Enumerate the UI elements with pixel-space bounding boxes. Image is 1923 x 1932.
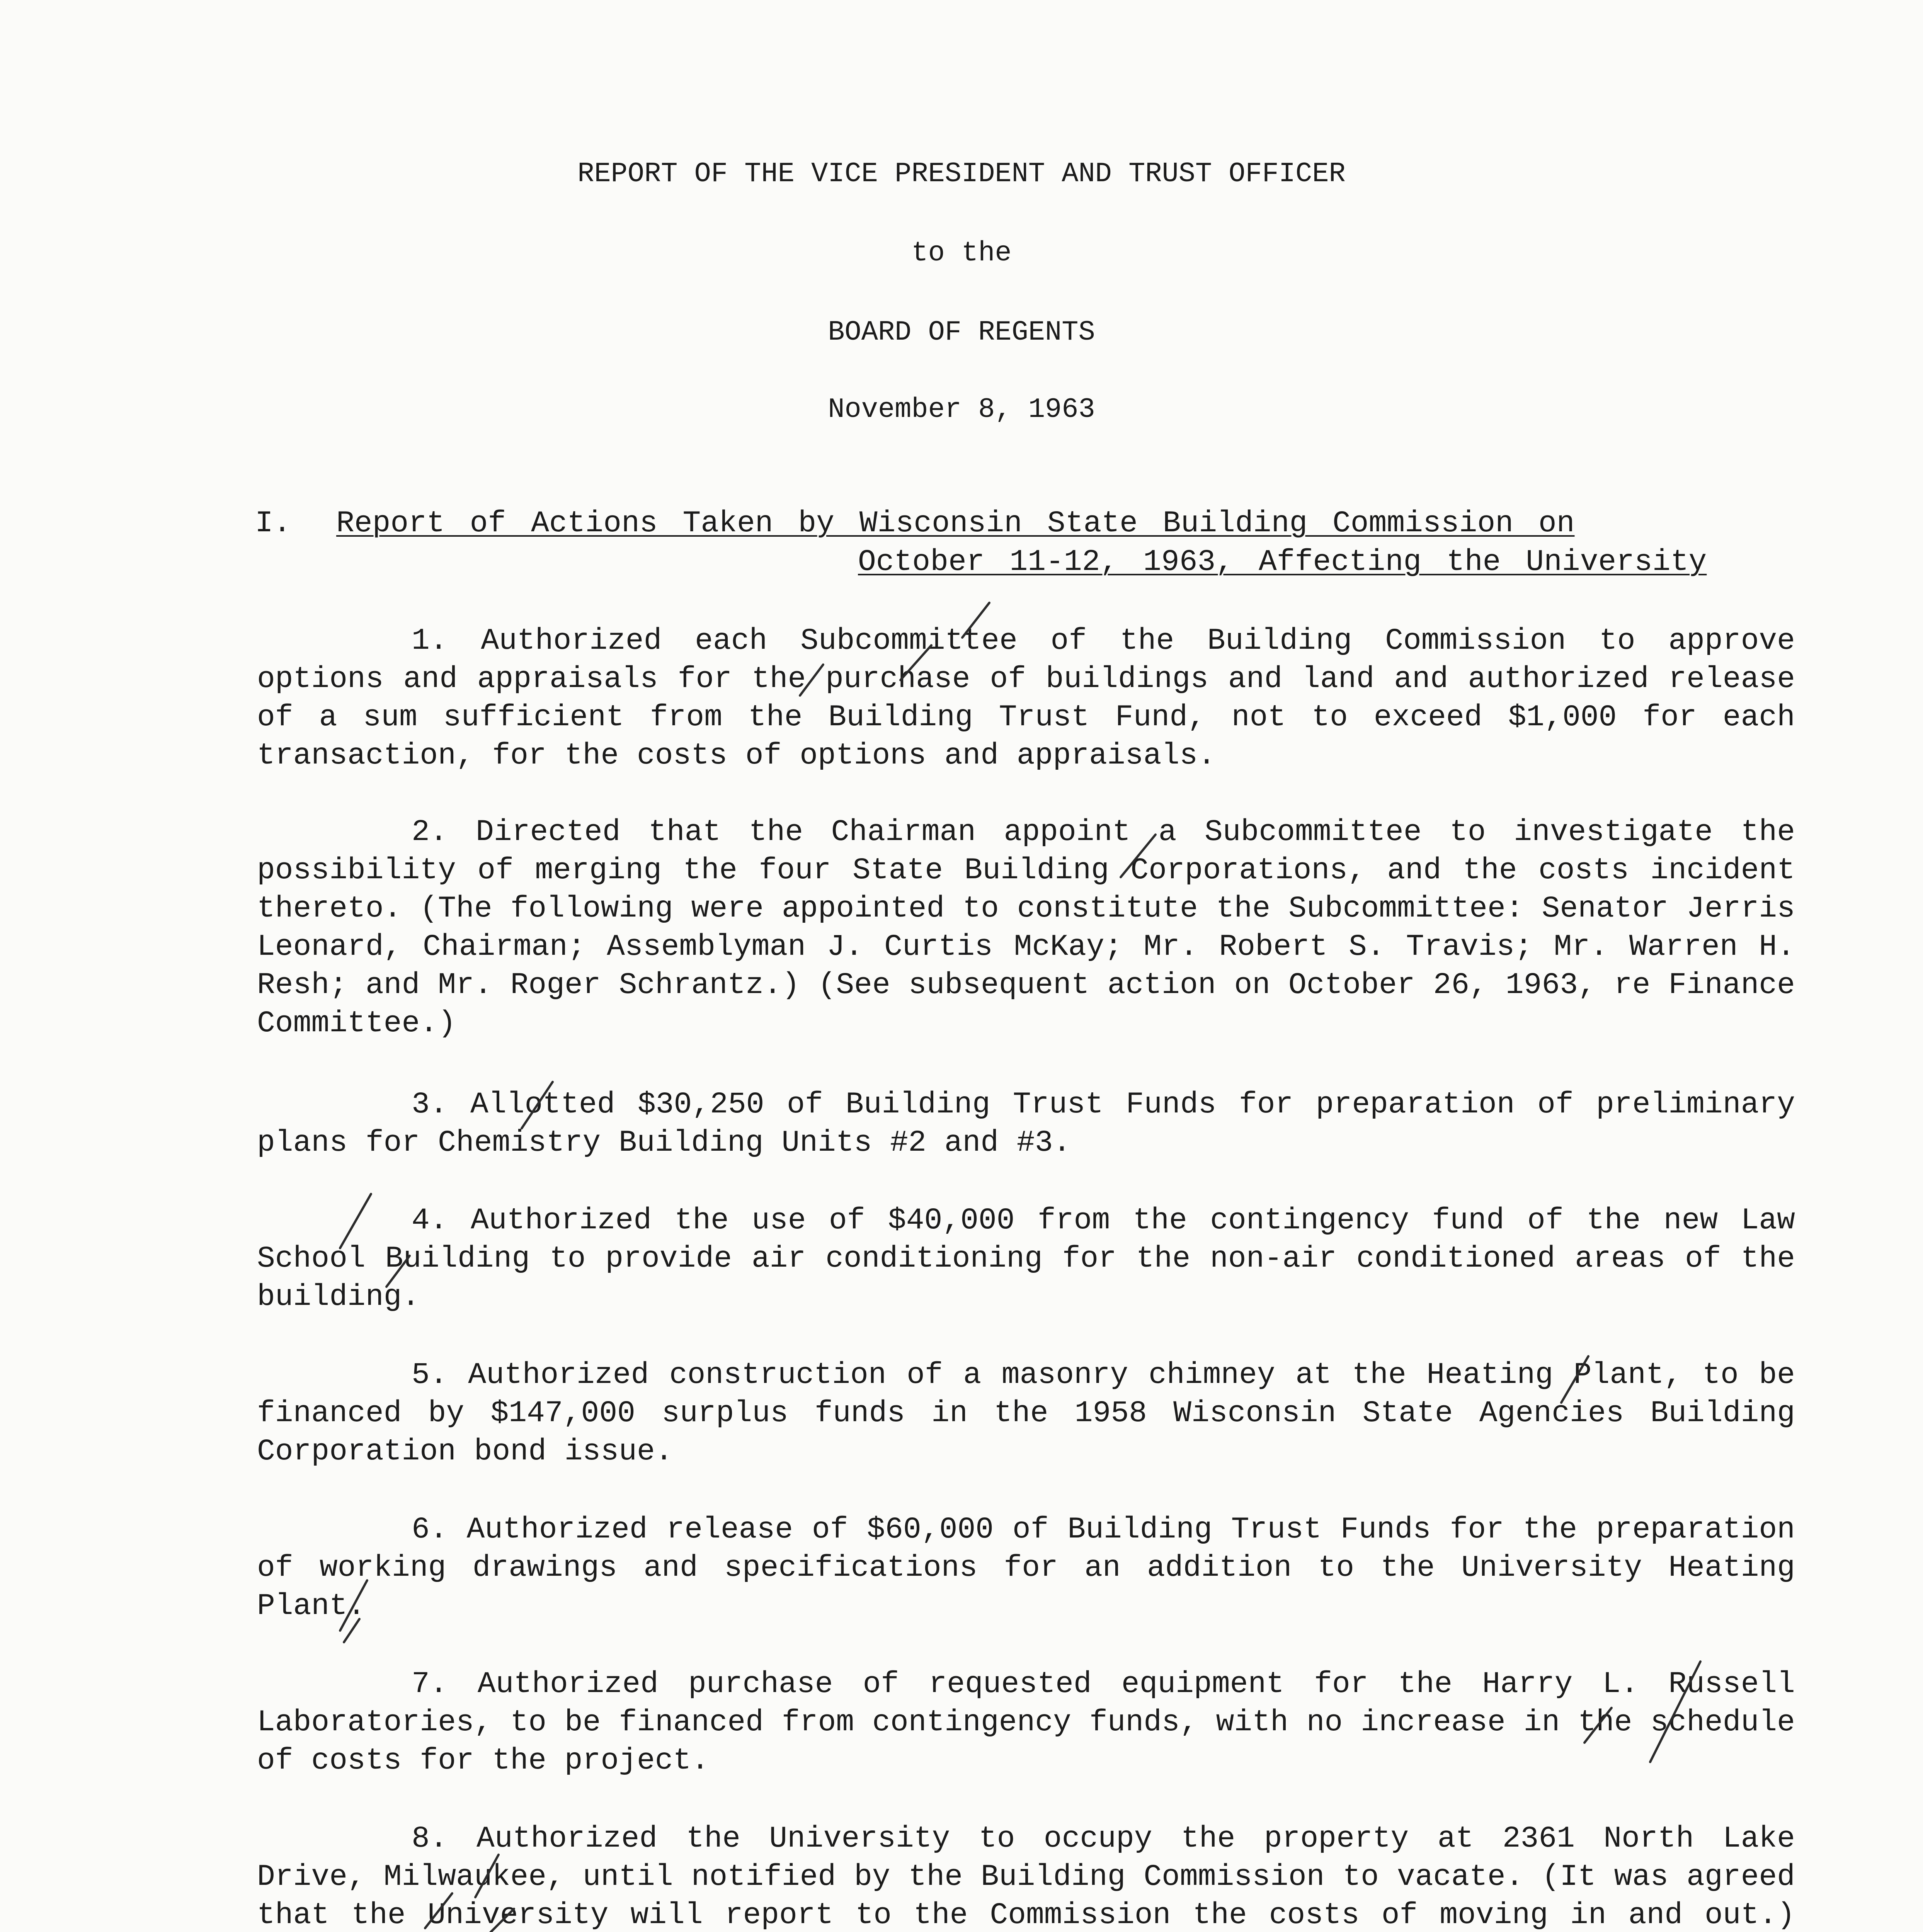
section-1-item-1: 1. Authorized each Subcommittee of the Building Commission to approve options and appraisals for the purchase of buildings and land and authorized release of a sum sufficient from the Building Trust Fund, not to exceed $1,000 for each transaction, for the costs of options and appraisals. xyxy=(257,624,1795,773)
report-recipient: BOARD OF REGENTS xyxy=(828,316,1095,348)
section-1-item-3: 3. Allotted $30,250 of Building Trust Funds for preparation of preliminary plans for Chemistry Building Units #2 and #3. xyxy=(257,1088,1795,1160)
section-1-item-8: 8. Authorized the University to occupy the property at 2361 North Lake Drive, Milwaukee, until notified by the Building Commission to vacate. (It was agreed that the University will report to the Commission the costs of moving in and out.) xyxy=(257,1822,1795,1932)
section-1-title-line2: October 11-12, 1963, Affecting the University xyxy=(858,545,1707,579)
section-1-item-5: 5. Authorized construction of a masonry chimney at the Heating Plant, to be financed by $147,000 surplus funds in the 1958 Wisconsin State Agencies Building Corporation bond issue. xyxy=(257,1358,1795,1469)
section-1-item-6: 6. Authorized release of $60,000 of Building Trust Funds for the preparation of working drawings and specifications for an addition to the University Heating Plant. xyxy=(257,1513,1795,1623)
section-1-item-7: 7. Authorized purchase of requested equipment for the Harry L. Russell Laboratories, to be financed from contingency funds, with no increase in the schedule of costs for the project. xyxy=(257,1667,1795,1778)
section-1-title-line1: Report of Actions Taken by Wisconsin State Building Commission on xyxy=(336,507,1575,541)
report-subtitle-to: to the xyxy=(911,237,1012,269)
section-1-item-4: 4. Authorized the use of $40,000 from the contingency fund of the new Law School Building to provide air conditioning for the non-air conditioned areas of the building. xyxy=(257,1204,1795,1314)
report-date: November 8, 1963 xyxy=(828,394,1095,425)
section-1-item-2: 2. Directed that the Chairman appoint a Subcommittee to investigate the possibility of merging the four State Building Corporations, and the costs incident thereto. (The following were appointed to constitute the Subcommittee: Senator Jerris Leonard, Chairman; Assemblyman J. Curtis McKay; Mr. Robert S. Travis; Mr. Warren H. Resh; and Mr. Roger Schrantz.) (See subsequent action on October 26, 1963, re Finance Committee.) xyxy=(257,815,1795,1041)
report-title: REPORT OF THE VICE PRESIDENT AND TRUST OFFICER xyxy=(577,158,1346,190)
section-1-number: I. xyxy=(255,507,291,541)
